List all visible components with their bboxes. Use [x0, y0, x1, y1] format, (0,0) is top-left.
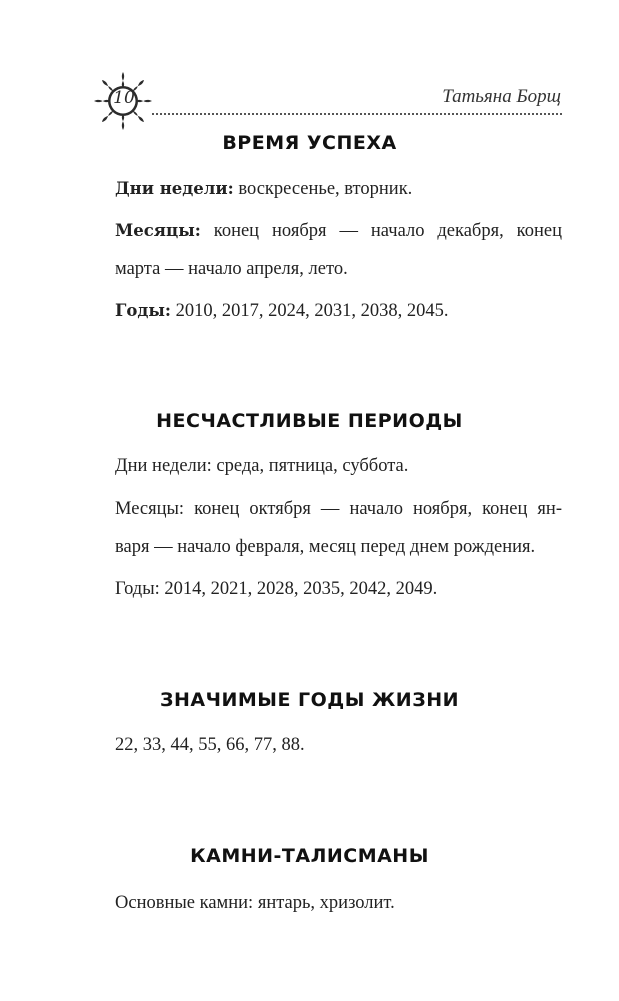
success-years: [115, 301, 562, 322]
success-weekdays-value: воскресенье, вторник.: [233, 179, 413, 199]
running-header-author: Татьяна Борщ: [442, 86, 561, 107]
unlucky-months-line1: Месяцы: конец октября — начало ноября, конец ян-: [115, 499, 562, 519]
header-dotted-rule: [152, 113, 562, 115]
significant-years-list: 22, 33, 44, 55, 66, 77, 88.: [115, 735, 305, 755]
heading-talisman-stones: КАМНИ-ТАЛИСМАНЫ: [190, 845, 429, 867]
heading-significant-years: ЗНАЧИМЫЕ ГОДЫ ЖИЗНИ: [160, 689, 459, 711]
success-years-label: Годы:: [115, 301, 172, 320]
running-header: [0, 0, 619, 140]
talisman-main-stones: Основные камни: янтарь, хризолит.: [115, 893, 395, 913]
unlucky-years: Годы: 2014, 2021, 2028, 2035, 2042, 2049.: [115, 579, 438, 599]
success-weekdays: [115, 179, 562, 200]
unlucky-weekdays: Дни недели: среда, пятница, суббота.: [115, 456, 409, 476]
heading-success-time: ВРЕМЯ УСПЕХА: [222, 132, 397, 154]
success-months-label: Месяцы:: [115, 221, 201, 240]
unlucky-months-line2: варя — начало февраля, месяц перед днем рождения.: [115, 537, 536, 557]
success-weekdays-label: Дни недели:: [115, 179, 234, 198]
heading-unlucky-periods: НЕСЧАСТЛИВЫЕ ПЕРИОДЫ: [156, 410, 463, 432]
success-months-line2: марта — начало апреля, лето.: [115, 259, 348, 279]
success-years-value: 2010, 2017, 2024, 2031, 2038, 2045.: [171, 301, 449, 321]
success-months-line1: [115, 221, 562, 242]
success-months-value-1: конец ноября — начало декабря, конец: [200, 221, 562, 241]
page-number: 10: [113, 88, 135, 108]
